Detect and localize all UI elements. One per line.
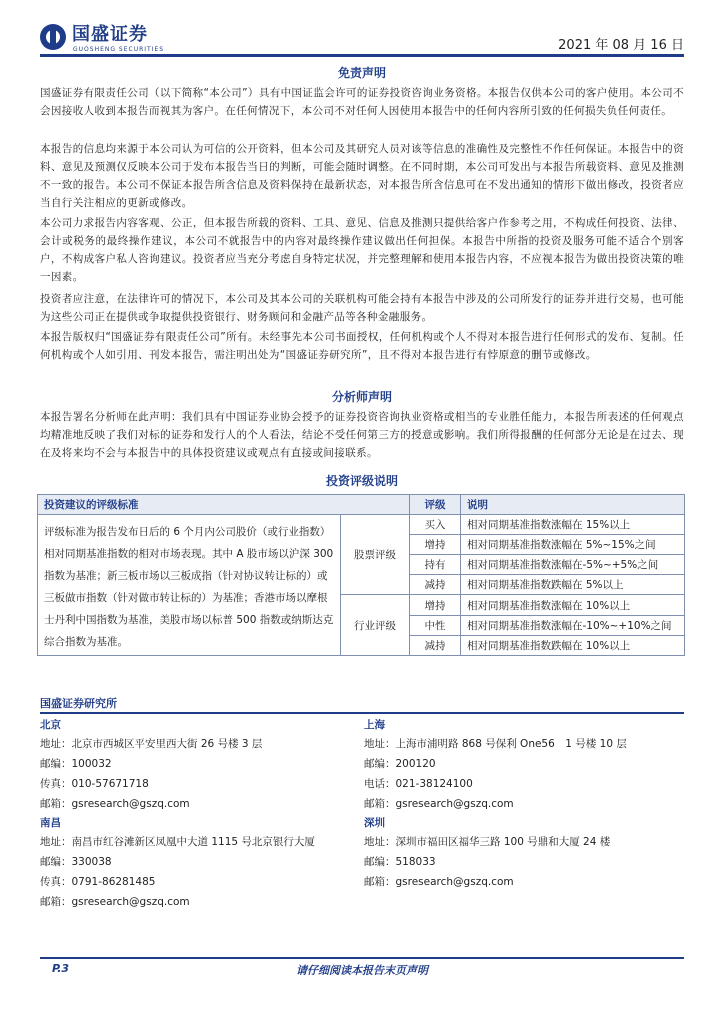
rating-desc: 相对同期基准指数涨幅在-5%~+5%之间 <box>461 555 685 575</box>
institute-name: 国盛证券研究所 <box>40 697 117 710</box>
rating-value: 增持 <box>410 535 461 555</box>
page-number: P.3 <box>52 962 70 975</box>
rating-table <box>37 494 685 656</box>
office-city: 深圳 <box>364 817 385 829</box>
office-nanchang <box>40 814 360 912</box>
office-postcode: 邮编：518033 <box>364 856 436 868</box>
office-city: 北京 <box>40 719 61 731</box>
disclaimer-paragraph: 国盛证券有限责任公司（以下简称“本公司”）具有中国证监会许可的证券投资咨询业务资格。本报告仅供本公司的客户使用。本公司不会因接收人收到本报告而视其为客户。在任何情况下，本公司不对任何人因使用本报告中的任何内容所引致的任何损失负任何责任。 <box>40 87 684 117</box>
rating-desc: 相对同期基准指数涨幅在 15%以上 <box>461 515 685 535</box>
table-header-rating: 评级 <box>410 495 461 515</box>
company-logo <box>40 24 170 52</box>
footer-note: 请仔细阅读本报告末页声明 <box>296 964 428 977</box>
disclaimer-paragraph: 本公司力求报告内容客观、公正，但本报告所载的资料、工具、意见、信息及推测只提供给客户作参考之用，不构成任何投资、法律、会计或税务的最终操作建议，本公司不就报告中的内容对最终操作建议做出任何担保。本报告中所指的投资及服务可能不适合个别客户，不构成客户私人咨询建议。投资者应当充分考虑自身特定状况，并完整理解和使用本报告内容，不应视本报告为做出投资决策的唯一因素。 <box>40 217 684 283</box>
table-row <box>38 515 685 535</box>
office-city: 南昌 <box>40 817 61 829</box>
office-shenzhen <box>364 814 684 892</box>
logo-subtext: GUOSHENG SECURITIES <box>73 46 165 53</box>
office-email: 邮箱：gsresearch@gszq.com <box>364 876 514 888</box>
disclaimer-paragraph: 投资者应注意，在法律许可的情况下，本公司及其本公司的关联机构可能会持有本报告中涉及的公司所发行的证券并进行交易，也可能为这些公司正在提供或争取提供投资银行、财务顾问和金融产品等各种金融服务。 <box>40 293 684 323</box>
table-header-desc: 说明 <box>461 495 685 515</box>
rating-value: 中性 <box>410 616 461 636</box>
rating-value: 减持 <box>410 636 461 656</box>
office-address: 地址：上海市浦明路 868 号保利 One56 1 号楼 10 层 <box>364 738 627 750</box>
office-address: 地址：南昌市红谷滩新区凤凰中大道 1115 号北京银行大厦 <box>40 836 315 848</box>
office-email: 邮箱：gsresearch@gszq.com <box>364 798 514 810</box>
office-address: 地址：深圳市福田区福华三路 100 号鼎和大厦 24 楼 <box>364 836 611 848</box>
report-date: 2021 年 08 月 16 日 <box>558 38 684 53</box>
office-phone: 电话：021-38124100 <box>364 778 473 790</box>
rating-desc: 相对同期基准指数跌幅在 10%以上 <box>461 636 685 656</box>
rating-desc: 相对同期基准指数跌幅在 5%以上 <box>461 575 685 595</box>
office-postcode: 邮编：100032 <box>40 758 112 770</box>
analyst-paragraph: 本报告署名分析师在此声明：我们具有中国证券业协会授予的证券投资咨询执业资格或相当的专业胜任能力，本报告所表述的任何观点均精准地反映了我们对标的证券和发行人的个人看法，结论不受任何第三方的授意或影响。我们所得报酬的任何部分无论是在过去、现在及将来均不会与本报告中的具体投资建议或观点有直接或间接联系。 <box>40 411 684 459</box>
office-postcode: 邮编：330038 <box>40 856 112 868</box>
office-email: 邮箱：gsresearch@gszq.com <box>40 896 190 908</box>
rating-value: 增持 <box>410 595 461 616</box>
rating-value: 买入 <box>410 515 461 535</box>
footer-divider <box>40 957 684 959</box>
analyst-title: 分析师声明 <box>331 390 392 404</box>
industry-rating-label: 行业评级 <box>341 595 410 656</box>
office-postcode: 邮编：200120 <box>364 758 436 770</box>
logo-mark-icon <box>40 24 66 50</box>
office-fax: 传真：0791-86281485 <box>40 876 156 888</box>
rating-title: 投资评级说明 <box>325 474 398 488</box>
disclaimer-title: 免责声明 <box>337 66 386 80</box>
office-address: 地址：北京市西城区平安里西大街 26 号楼 3 层 <box>40 738 263 750</box>
office-fax: 传真：010-57671718 <box>40 778 149 790</box>
institute-divider <box>40 712 684 714</box>
disclaimer-paragraph: 本报告版权归“国盛证券有限责任公司”所有。未经事先本公司书面授权，任何机构或个人不得对本报告进行任何形式的发布、复制。任何机构或个人如引用、刊发本报告，需注明出处为“国盛证券研究所”，且不得对本报告进行有悖原意的删节或修改。 <box>40 331 684 361</box>
rating-desc: 相对同期基准指数涨幅在 10%以上 <box>461 595 685 616</box>
logo-text: 国盛证券 <box>72 24 148 45</box>
office-beijing <box>40 716 360 814</box>
table-header-criteria: 投资建议的评级标准 <box>38 495 410 515</box>
rating-value: 持有 <box>410 555 461 575</box>
rating-desc: 相对同期基准指数涨幅在 5%~15%之间 <box>461 535 685 555</box>
office-shanghai <box>364 716 684 814</box>
table-header-row <box>38 495 685 515</box>
office-city: 上海 <box>364 719 385 731</box>
office-email: 邮箱：gsresearch@gszq.com <box>40 798 190 810</box>
rating-desc: 相对同期基准指数涨幅在-10%~+10%之间 <box>461 616 685 636</box>
stock-rating-label: 股票评级 <box>341 515 410 595</box>
header-divider <box>40 54 684 57</box>
rating-criteria-text: 评级标准为报告发布日后的 6 个月内公司股价（或行业指数）相对同期基准指数的相对市场表现。其中 A 股市场以沪深 300 指数为基准；新三板市场以三板成指（针对协议转让标的）或三板做市指数（针对做市转让标的）为基准；香港市场以摩根士丹利中国指数为基准，美股市场以标普 500 指数或纳斯达克综合指数为基准。 <box>38 515 341 656</box>
rating-value: 减持 <box>410 575 461 595</box>
disclaimer-paragraph: 本报告的信息均来源于本公司认为可信的公开资料，但本公司及其研究人员对该等信息的准确性及完整性不作任何保证。本报告中的资料、意见及预测仅反映本公司于发布本报告当日的判断，可能会随时调整。在不同时期，本公司可发出与本报告所载资料、意见及推测不一致的报告。本公司不保证本报告所含信息及资料保持在最新状态，对本报告所含信息可在不发出通知的情形下做出修改，投资者应当自行关注相应的更新或修改。 <box>40 143 684 209</box>
